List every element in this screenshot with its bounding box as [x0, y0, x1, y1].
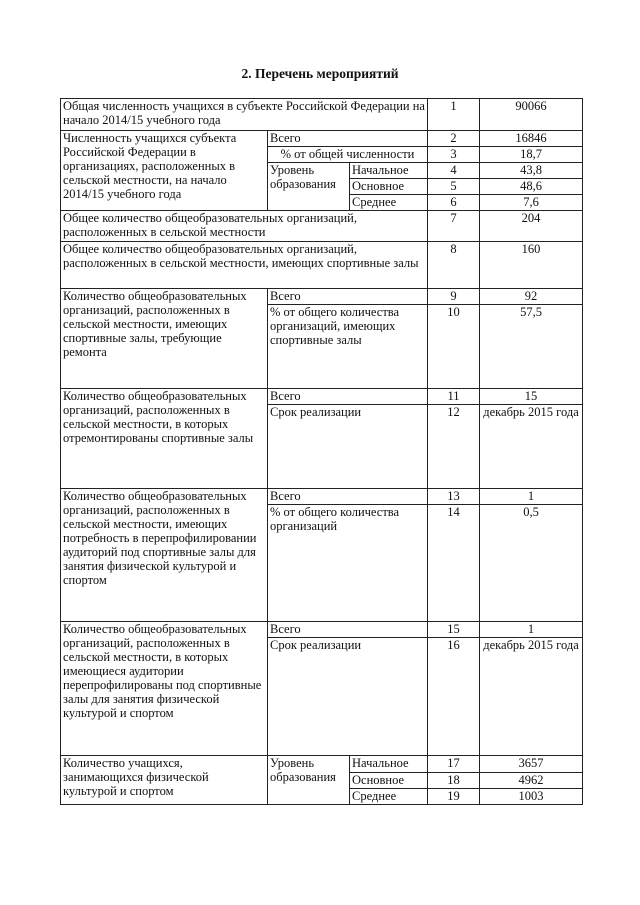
row-label: Количество учащихся, занимающихся физической культурой и спортом	[61, 756, 268, 805]
row-value: декабрь 2015 года	[480, 638, 583, 756]
table-row	[61, 211, 583, 242]
row-value: 7,6	[480, 195, 583, 211]
row-value: 204	[480, 211, 583, 242]
row-value: 92	[480, 289, 583, 305]
row-number: 11	[428, 389, 480, 405]
row-value: 1	[480, 489, 583, 505]
row-value: 3657	[480, 756, 583, 773]
cell-total-label: Всего	[268, 489, 428, 505]
row-number: 4	[428, 163, 480, 179]
cell-level-primary: Начальное	[350, 163, 428, 179]
row-number: 8	[428, 242, 480, 289]
row-number: 6	[428, 195, 480, 211]
row-value: 43,8	[480, 163, 583, 179]
row-label: Количество общеобразовательных организаций, расположенных в сельской местности, в которых имеющиеся аудитории перепрофилированы под спортивные залы для занятия физической культурой и спортом	[61, 622, 268, 756]
row-number: 1	[428, 99, 480, 131]
row-value: 90066	[480, 99, 583, 131]
cell-percent-label: % от общего количества организаций	[268, 505, 428, 622]
table-row	[61, 131, 583, 147]
row-value: 4962	[480, 773, 583, 789]
row-value: 160	[480, 242, 583, 289]
section-title: 2. Перечень мероприятий	[241, 66, 399, 81]
row-number: 18	[428, 773, 480, 789]
cell-level-basic: Основное	[350, 179, 428, 195]
row-value: 18,7	[480, 147, 583, 163]
row-label: Общее количество общеобразовательных организаций, расположенных в сельской местности	[61, 211, 428, 242]
cell-total-label: Всего	[268, 289, 428, 305]
row-number: 7	[428, 211, 480, 242]
row-value: 1003	[480, 789, 583, 805]
cell-term-label: Срок реализации	[268, 405, 428, 489]
cell-total-label: Всего	[268, 389, 428, 405]
row-value: 1	[480, 622, 583, 638]
row-value: декабрь 2015 года	[480, 405, 583, 489]
row-label: Количество общеобразовательных организаций, расположенных в сельской местности, имеющих спортивные залы, требующие ремонта	[61, 289, 268, 389]
cell-percent-label: % от общей численности	[268, 147, 428, 163]
table-row	[61, 622, 583, 638]
row-label: Общая численность учащихся в субъекте Российской Федерации на начало 2014/15 учебного года	[61, 99, 428, 131]
row-number: 14	[428, 505, 480, 622]
cell-level-label: Уровень образования	[268, 163, 350, 211]
row-value: 16846	[480, 131, 583, 147]
row-number: 16	[428, 638, 480, 756]
row-number: 17	[428, 756, 480, 773]
row-label: Количество общеобразовательных организаций, расположенных в сельской местности, имеющих потребность в перепрофилировании аудиторий под спортивные залы для занятия физической культурой и спортом	[61, 489, 268, 622]
row-number: 12	[428, 405, 480, 489]
table-row	[61, 389, 583, 405]
table-row	[61, 289, 583, 305]
row-value: 48,6	[480, 179, 583, 195]
cell-level-label: Уровень образования	[268, 756, 350, 805]
row-number: 5	[428, 179, 480, 195]
activities-table	[60, 98, 583, 805]
row-value: 57,5	[480, 305, 583, 389]
cell-percent-label: % от общего количества организаций, имеющих спортивные залы	[268, 305, 428, 389]
cell-total-label: Всего	[268, 622, 428, 638]
row-number: 9	[428, 289, 480, 305]
row-number: 3	[428, 147, 480, 163]
row-label: Общее количество общеобразовательных организаций, расположенных в сельской местности, имеющих спортивные залы	[61, 242, 428, 289]
row-number: 10	[428, 305, 480, 389]
table-row	[61, 242, 583, 289]
row-number: 2	[428, 131, 480, 147]
table-row	[61, 489, 583, 505]
cell-level-secondary: Среднее	[350, 789, 428, 805]
cell-term-label: Срок реализации	[268, 638, 428, 756]
row-number: 13	[428, 489, 480, 505]
table-row	[61, 756, 583, 773]
row-value: 15	[480, 389, 583, 405]
row-number: 15	[428, 622, 480, 638]
cell-level-secondary: Среднее	[350, 195, 428, 211]
row-label: Количество общеобразовательных организаций, расположенных в сельской местности, в которых отремонтированы спортивные залы	[61, 389, 268, 489]
row-label: Численность учащихся субъекта Российской Федерации в организациях, расположенных в сельской местности, на начало 2014/15 учебного года	[61, 131, 268, 211]
row-value: 0,5	[480, 505, 583, 622]
cell-level-primary: Начальное	[350, 756, 428, 773]
cell-level-basic: Основное	[350, 773, 428, 789]
table-row	[61, 99, 583, 131]
row-number: 19	[428, 789, 480, 805]
cell-total-label: Всего	[268, 131, 428, 147]
